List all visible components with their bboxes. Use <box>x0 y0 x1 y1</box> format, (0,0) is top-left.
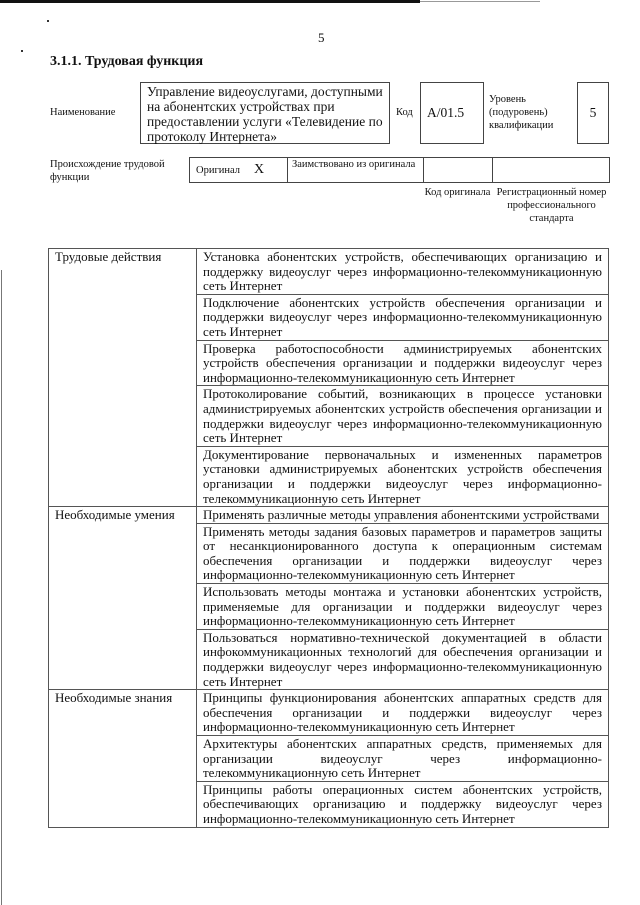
category-cell: Трудовые действия <box>49 249 197 507</box>
section-title: 3.1.1. Трудовая функция <box>50 54 204 69</box>
original-label: Оригинал <box>196 164 240 176</box>
reg-number-cell <box>493 158 609 182</box>
name-label: Наименование <box>50 107 116 118</box>
original-cell <box>190 158 288 182</box>
category-cell: Необходимые умения <box>49 507 197 690</box>
table-cell: Пользоваться нормативно-технической документацией в области инфокоммуникационных технологий для обеспечения организации и поддержки видеоуслуг через информационно-телекоммуникационную сеть Интернет <box>197 629 609 689</box>
level-label: Уровень (подуровень) квалификации <box>489 94 554 131</box>
table-cell: Протоколирование событий, возникающих в процессе установки администрируемых абонентских устройств обеспечения организации и поддержки видеоуслуг через информационно-телекоммуникационную сеть Интернет <box>197 386 609 446</box>
table-cell: Использовать методы монтажа и установки абонентских устройств, применяемые для организации и поддержки видеоуслуг через информационно-телекоммуникационную сеть Интернет <box>197 584 609 630</box>
origin-row <box>189 157 610 183</box>
table-cell: Проверка работоспособности администрируемых абонентских устройств обеспечения организации и поддержки видеоуслуг через информационно-телекоммуникационную сеть Интернет <box>197 340 609 386</box>
scan-speck <box>47 20 49 22</box>
table-row <box>49 507 609 524</box>
table-cell: Применять различные методы управления абонентскими устройствами <box>197 507 609 524</box>
caption-original-code: Код оригинала <box>424 187 491 198</box>
scan-edge-top-faint <box>420 1 540 2</box>
table-cell: Архитектуры абонентских аппаратных средств, применяемых для организации видеоуслуг через информационно-телекоммуникационную сеть Интернет <box>197 736 609 782</box>
function-table <box>48 248 609 828</box>
origin-label: Происхождение трудовой функции <box>50 159 165 183</box>
page-number: 5 <box>318 30 325 45</box>
caption-reg-number: Регистрационный номер профессионального стандарта <box>496 187 607 224</box>
table-cell: Подключение абонентских устройств обеспечения организации и поддержки видеоуслуг через информационно-телекоммуникационную сеть Интернет <box>197 294 609 340</box>
table-cell: Принципы функционирования абонентских аппаратных средств для обеспечения организации и поддержки видеоуслуг через информационно-телекоммуникационную сеть Интернет <box>197 690 609 736</box>
table-row <box>49 249 609 295</box>
table-cell: Применять методы задания базовых параметров и параметров защиты от несанкционированного доступа к операционным системам обеспечения организации и поддержки видеоуслуг через информационно-телекоммуникационную сеть Интернет <box>197 523 609 583</box>
original-code-cell <box>424 158 493 182</box>
table-row <box>49 690 609 736</box>
code-label: Код <box>396 107 413 118</box>
table-cell: Установка абонентских устройств, обеспечивающих организацию и поддержку видеоуслуг через информационно-телекоммуникационную сеть Интернет <box>197 249 609 295</box>
category-cell: Необходимые знания <box>49 690 197 827</box>
scan-speck <box>21 50 23 52</box>
scan-edge-left <box>1 270 2 905</box>
scan-edge-top <box>0 0 420 3</box>
level-value: 5 <box>577 82 609 144</box>
borrowed-label: Заимствовано из оригинала <box>288 158 424 182</box>
table-cell: Принципы работы операционных систем абонентских устройств, обеспечивающих организацию и поддержку видеоуслуг через информационно-телекоммуникационную сеть Интернет <box>197 781 609 827</box>
table-cell: Документирование первоначальных и измененных параметров установки администрируемых абонентских устройств обеспечения организации и поддержки видеоуслуг через информационно-телекоммуникационную сеть Интернет <box>197 446 609 506</box>
original-mark: X <box>254 162 265 177</box>
name-value: Управление видеоуслугами, доступными на абонентских устройствах при предоставлении услуги «Телевидение по протоколу Интернета» <box>140 82 390 144</box>
code-value: A/01.5 <box>420 82 484 144</box>
